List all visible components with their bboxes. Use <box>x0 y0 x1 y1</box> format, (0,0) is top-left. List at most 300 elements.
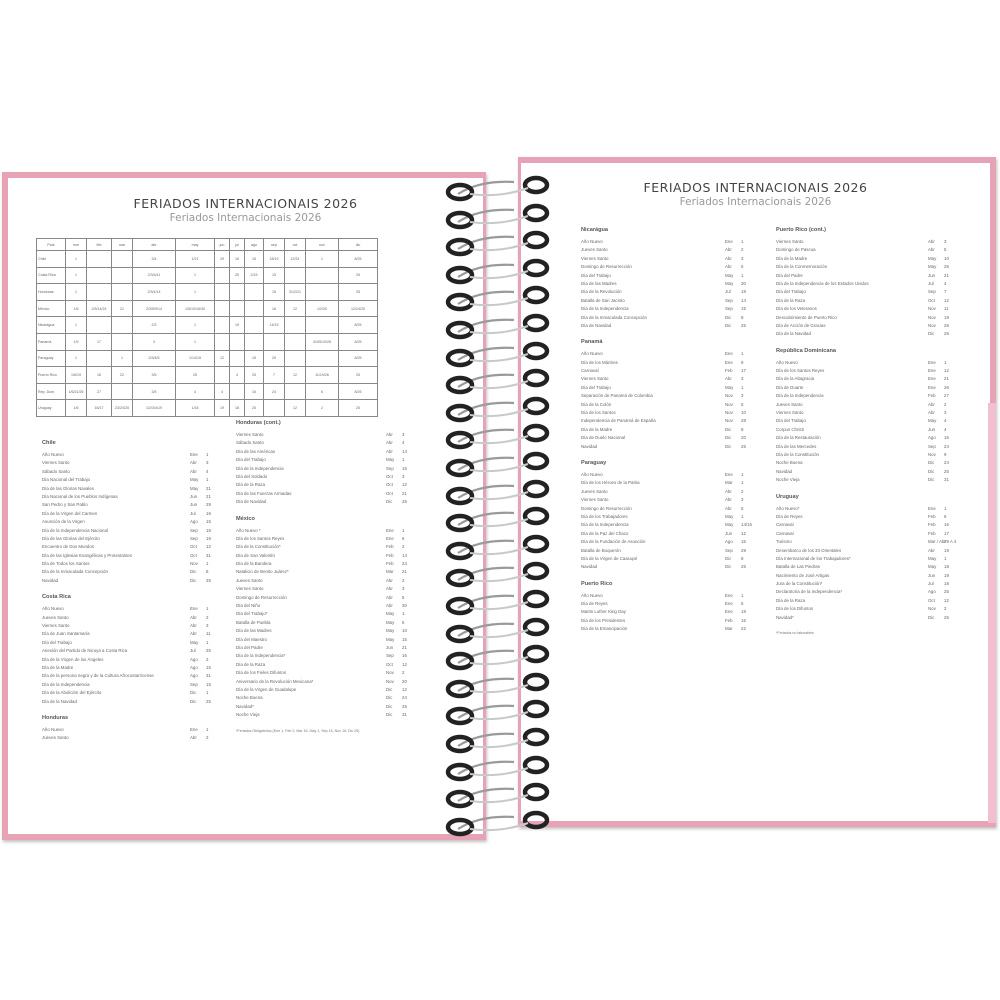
holiday-day: 19 <box>741 609 746 615</box>
holiday-row <box>776 322 958 330</box>
holiday-day: 1 <box>741 513 744 519</box>
table-cell <box>306 350 339 367</box>
holiday-month: May <box>725 522 734 528</box>
table-cell <box>285 317 306 334</box>
table-cell <box>264 400 285 417</box>
holiday-day: 31 <box>206 673 211 679</box>
holiday-name: Nacimiento de José Artigas <box>776 572 830 578</box>
table-cell: 4 <box>230 367 245 384</box>
spiral-ring-icon <box>440 643 560 671</box>
holiday-name: Sábado Santo <box>236 440 264 446</box>
holiday-day: 1 <box>741 239 744 244</box>
holiday-month: Sep <box>190 535 198 541</box>
holiday-row <box>581 471 755 479</box>
table-cell: 11/19/26 <box>306 367 339 384</box>
table-cell <box>245 300 264 317</box>
holiday-name: Navidad <box>581 443 598 449</box>
holiday-month: Mar <box>386 569 394 575</box>
table-cell <box>87 251 112 268</box>
holiday-name: Día de la Madre <box>581 426 613 432</box>
table-cell <box>215 284 230 301</box>
table-cell <box>112 317 133 334</box>
holiday-name: Noche Buena <box>236 695 263 701</box>
holiday-day: 22 <box>741 626 746 632</box>
holiday-row <box>581 443 755 451</box>
holiday-name: Día de Acción de Gracias <box>776 322 826 328</box>
holiday-name: Día de Juan Santamaría <box>42 631 90 637</box>
table-cell <box>245 333 264 350</box>
holiday-row <box>42 622 220 630</box>
holiday-row <box>776 263 958 271</box>
holiday-name: Día de la Fundación de Asunción <box>581 539 646 545</box>
page-edge-tab <box>988 403 996 823</box>
table-cell: 8/25 <box>339 251 378 268</box>
holiday-month: Sep <box>386 465 394 471</box>
table-row-country: Costa Rica <box>37 267 66 284</box>
holiday-name: Navidad <box>776 468 793 474</box>
table-cell: 2/15 <box>245 267 264 284</box>
holiday-day: 25 <box>402 703 407 709</box>
holiday-row <box>236 543 416 551</box>
holiday-day: 3 <box>206 460 209 466</box>
holiday-name: Día del Trabajo* <box>236 611 268 617</box>
holiday-day: 16 <box>741 617 746 623</box>
holiday-month: May <box>725 384 734 390</box>
holiday-day: 1 <box>944 555 947 561</box>
holiday-row <box>236 686 416 694</box>
table-cell: 2 <box>306 400 339 417</box>
holiday-row <box>776 505 958 513</box>
holiday-month: Dic <box>386 695 393 701</box>
holiday-day: 12 <box>944 297 949 303</box>
table-header-cell: mar <box>112 239 133 251</box>
holiday-row <box>581 401 755 409</box>
section-title: México <box>236 515 255 522</box>
table-cell: 16 <box>245 383 264 400</box>
holiday-month: Jun <box>928 572 936 578</box>
holiday-month: Dic <box>190 577 197 583</box>
table-header-cell: ago <box>245 239 264 251</box>
holiday-month: May <box>725 272 734 278</box>
holiday-name: Jueves Santo <box>42 735 69 741</box>
holiday-name: Día del Trabajo <box>776 289 806 295</box>
holiday-month: Abr <box>190 735 197 741</box>
table-row-country: México <box>37 300 66 317</box>
holiday-row <box>776 297 958 305</box>
holiday-name: Día de la Independencia <box>581 522 629 528</box>
holiday-row <box>42 476 220 484</box>
table-cell: 8/25 <box>339 383 378 400</box>
holiday-name: Jueves Santo <box>236 577 263 583</box>
holiday-name: Día de la Revolución <box>581 289 622 295</box>
holiday-name: Asunción de la Virgen <box>42 519 85 525</box>
holiday-month: Dic <box>725 555 732 561</box>
holiday-month: Abr <box>928 547 935 553</box>
holiday-month: Sep <box>725 297 733 303</box>
holiday-name: Navidad <box>42 577 59 583</box>
holiday-day: 31 <box>402 712 407 718</box>
holiday-month: Abr <box>725 505 732 511</box>
right-page-header <box>521 180 990 208</box>
right-column-2 <box>776 227 958 635</box>
spiral-ring-icon <box>440 284 560 312</box>
holiday-row <box>236 568 416 576</box>
holiday-month: Oct <box>928 297 935 303</box>
holiday-name: Día de los Héroes de la Patria <box>581 480 640 486</box>
holiday-month: Ene <box>928 384 936 390</box>
holiday-day: 15 <box>206 664 211 670</box>
spiral-ring-icon <box>440 560 560 588</box>
holiday-day: 25 <box>741 443 746 449</box>
holiday-month: May <box>725 513 734 519</box>
holiday-section <box>776 227 958 339</box>
table-row <box>37 300 378 317</box>
holiday-name: Encuentro de Dos Mundos <box>42 544 94 550</box>
holiday-name: Jueves Santo <box>581 247 608 253</box>
table-header-cell: dic <box>339 239 378 251</box>
table-header-cell: sep <box>264 239 285 251</box>
holiday-row <box>581 297 755 305</box>
table-cell: 16 <box>264 300 285 317</box>
holiday-day: 1 <box>206 477 209 483</box>
holiday-month: Ene <box>725 471 733 477</box>
table-row <box>37 333 378 350</box>
table-cell: 23/24/25 <box>112 400 133 417</box>
holiday-day: 2 <box>206 735 209 741</box>
holiday-name: Día de las Iglesias Evangélicas y Protestantes <box>42 552 133 558</box>
holiday-name: Día de la Abolición del Ejército <box>42 690 102 696</box>
holiday-day: 8 <box>741 314 744 320</box>
holiday-day: 25 <box>944 589 949 595</box>
holiday-day: 1 <box>741 351 744 357</box>
holiday-month: May <box>928 264 937 270</box>
holiday-month: Ene <box>190 452 198 457</box>
holiday-month: May <box>928 555 937 561</box>
holiday-month: Mar <box>725 626 733 632</box>
holiday-day: 27 <box>944 393 949 399</box>
holiday-name: Día de las Madres <box>236 628 272 634</box>
table-cell: 3/12/21 <box>285 284 306 301</box>
holiday-row <box>42 698 220 706</box>
holiday-month: Abr <box>386 594 393 600</box>
table-cell: 19 <box>230 317 245 334</box>
holiday-row <box>42 501 220 509</box>
holiday-row <box>236 627 416 635</box>
holiday-month: Sep <box>190 527 198 533</box>
holiday-month: Ene <box>725 601 733 607</box>
holiday-row <box>581 367 755 375</box>
holiday-name: Anexión del Partido de Nicoya a Costa Rica <box>42 648 128 654</box>
holiday-month: Abr <box>190 468 197 474</box>
holiday-row <box>42 689 220 697</box>
holiday-month: Ene <box>725 359 733 365</box>
holiday-row <box>581 592 755 600</box>
holiday-row <box>236 678 416 686</box>
holiday-day: 4 <box>944 418 947 424</box>
table-cell: 1/18 <box>176 400 215 417</box>
holiday-name: Día de la Independencia* <box>236 653 286 659</box>
holiday-name: Carnaval <box>581 368 599 374</box>
table-cell: 1 <box>176 284 215 301</box>
holiday-name: Día de la Paz del Chaco <box>581 530 629 536</box>
holiday-row <box>236 619 416 627</box>
holiday-day: 5 <box>741 505 744 511</box>
holiday-day: 28 <box>741 418 746 424</box>
table-cell: 24 <box>264 383 285 400</box>
holiday-month: Feb <box>386 544 394 550</box>
section-title: Honduras (cont.) <box>236 420 281 426</box>
holiday-row <box>581 305 755 313</box>
holiday-row <box>236 636 416 644</box>
holiday-row <box>236 560 416 568</box>
holiday-row <box>236 694 416 702</box>
holiday-month: Abr <box>725 247 732 253</box>
spiral-ring-icon <box>440 395 560 423</box>
holiday-name: Día de la Restauración <box>776 435 821 441</box>
holiday-row <box>776 547 958 555</box>
holiday-row <box>581 488 755 496</box>
table-cell <box>87 267 112 284</box>
holiday-row <box>42 459 220 467</box>
holiday-name: Año Nuevo <box>42 452 64 457</box>
holiday-day: 12 <box>741 530 746 536</box>
holiday-row <box>776 580 958 588</box>
table-cell: 6 <box>306 383 339 400</box>
holiday-month: Oct <box>386 473 393 479</box>
holiday-row <box>581 384 755 392</box>
holiday-day: 1 <box>741 384 744 390</box>
holiday-row <box>236 498 416 506</box>
holiday-day: 1 <box>402 611 405 617</box>
holiday-name: Día de Duelo Nacional <box>581 435 625 441</box>
holiday-month: Nov <box>928 451 936 457</box>
table-cell <box>112 284 133 301</box>
holiday-name: Día de San Valentín <box>236 552 275 558</box>
holiday-name: Día de la Emancipación <box>581 626 628 632</box>
holiday-section <box>236 420 416 507</box>
holiday-row <box>776 401 958 409</box>
holiday-row <box>236 711 416 719</box>
holiday-day: 1 <box>741 592 744 598</box>
holiday-day: 5 <box>741 264 744 270</box>
holiday-name: Navidad* <box>236 703 254 709</box>
table-cell <box>285 350 306 367</box>
holiday-month: Nov <box>190 561 198 567</box>
table-cell: 25 <box>176 367 215 384</box>
table-row <box>37 400 378 417</box>
table-cell: 25 <box>339 400 378 417</box>
holiday-row <box>776 597 958 605</box>
holiday-day: 2 <box>402 670 405 676</box>
holiday-day: 12 <box>402 482 407 488</box>
holiday-name: Domingo de Pascua <box>776 247 816 253</box>
holiday-row <box>776 272 958 280</box>
holiday-name: Jueves Santo <box>42 614 69 620</box>
holiday-name: Desembarco de los 33 Orientales <box>776 547 842 553</box>
table-cell: 15 <box>264 267 285 284</box>
holiday-month: May <box>190 477 199 483</box>
table-cell <box>230 284 245 301</box>
spiral-ring-icon <box>440 478 560 506</box>
table-row-country: Panamá <box>37 333 66 350</box>
holiday-row <box>776 605 958 613</box>
holiday-name: Jueves Santo <box>776 401 803 407</box>
holiday-name: Batalla de Boquerón <box>581 547 621 553</box>
holiday-row <box>236 610 416 618</box>
holiday-day: 1 <box>944 505 947 511</box>
table-row-country: Chile <box>37 251 66 268</box>
holiday-row <box>236 439 416 447</box>
holiday-calendar-table <box>36 238 378 417</box>
holiday-month: Abr <box>928 239 935 244</box>
holiday-row <box>581 547 755 555</box>
table-cell <box>112 333 133 350</box>
holiday-month: Dic <box>386 712 393 718</box>
table-cell: 8/25 <box>339 350 378 367</box>
table-row <box>37 267 378 284</box>
holiday-month: Ene <box>190 606 198 612</box>
holiday-month: Abr <box>928 247 935 253</box>
holiday-month: Nov <box>725 401 733 407</box>
table-cell <box>306 317 339 334</box>
holiday-name: Día de las Mercedes <box>776 443 817 449</box>
holiday-name: Día del Padre <box>236 644 263 650</box>
holiday-name: Día de la Independencia Nacional <box>42 527 108 533</box>
table-cell <box>87 350 112 367</box>
holiday-name: Día de las Glorias Navales <box>42 485 94 491</box>
holiday-day: 20 <box>741 435 746 441</box>
holiday-month: Nov <box>725 393 733 399</box>
holiday-day: 8 <box>206 569 209 575</box>
footnote: *Feriados Obligatórios (Ene 1, Feb 2, Mar 16, May 1, Sep 16, Nov 16, Dic 25) <box>236 728 360 733</box>
holiday-section <box>42 440 220 585</box>
holiday-day: 1 <box>206 452 209 457</box>
holiday-month: Dic <box>725 435 732 441</box>
holiday-month: Abr <box>725 488 732 494</box>
holiday-month: Jul <box>928 581 934 587</box>
holiday-row <box>581 238 755 246</box>
page-subtitle: Feriados Internacionais 2026 <box>169 212 322 224</box>
spiral-ring-icon <box>440 533 560 561</box>
holiday-name: Independencia de Panamá de España <box>581 418 656 424</box>
holiday-row <box>776 563 958 571</box>
table-cell <box>112 267 133 284</box>
holiday-row <box>581 417 755 425</box>
holiday-day: 21 <box>402 490 407 496</box>
holiday-row <box>42 493 220 501</box>
holiday-name: Día de la Raza <box>236 661 266 667</box>
table-row-country: Puerto Rico <box>37 367 66 384</box>
holiday-day: 1 <box>402 457 405 463</box>
holiday-row <box>581 288 755 296</box>
holiday-day: 19 <box>206 535 211 541</box>
holiday-month: Dic <box>928 460 935 466</box>
holiday-day: 18 <box>944 564 949 570</box>
holiday-name: Día Internacional de los Trabajadores* <box>776 555 851 561</box>
holiday-section <box>581 339 755 451</box>
holiday-month: Ene <box>190 726 198 732</box>
table-cell: 25 <box>339 284 378 301</box>
holiday-month: Dic <box>928 614 935 620</box>
holiday-section <box>776 494 958 622</box>
holiday-month: Jun <box>190 493 198 499</box>
holiday-section <box>42 594 220 706</box>
holiday-row <box>776 280 958 288</box>
holiday-name: Noche Buena <box>776 460 803 466</box>
holiday-day: 21 <box>944 376 949 382</box>
holiday-day: 18 <box>206 527 211 533</box>
holiday-row <box>236 703 416 711</box>
table-cell: 16 <box>87 367 112 384</box>
holiday-name: Día de la Independencia <box>236 465 284 471</box>
holiday-row <box>581 563 755 571</box>
holiday-name: Viernes Santo <box>42 460 70 466</box>
holiday-day: 2 <box>741 488 744 494</box>
holiday-month: Feb <box>386 561 394 567</box>
holiday-name: Día de la persona negra y de la Cultura Afrocostarricense <box>42 673 154 679</box>
holiday-section <box>42 715 220 743</box>
holiday-day: 4 <box>944 426 947 432</box>
holiday-row <box>42 647 220 655</box>
holiday-row <box>776 513 958 521</box>
holiday-day: 5 <box>402 594 405 600</box>
holiday-row <box>581 530 755 538</box>
table-cell <box>87 284 112 301</box>
holiday-day: 8 <box>741 555 744 561</box>
holiday-day: 31 <box>206 552 211 558</box>
holiday-day: 21 <box>402 569 407 575</box>
table-header-cell: jun <box>215 239 230 251</box>
holiday-name: Día de la Raza <box>236 482 266 488</box>
table-cell: 14/15 <box>264 317 285 334</box>
holiday-row <box>42 552 220 560</box>
holiday-month: Abr <box>190 614 197 620</box>
holiday-name: Viernes Santo <box>581 376 609 382</box>
holiday-name: Día de la Raza <box>776 297 806 303</box>
table-cell: 1/21 <box>176 251 215 268</box>
table-row-country: Nicarágua <box>37 317 66 334</box>
holiday-row <box>42 630 220 638</box>
holiday-month: Sep <box>928 443 936 449</box>
holiday-row <box>581 359 755 367</box>
holiday-month: Dic <box>928 477 935 483</box>
holiday-day: 17 <box>944 530 949 536</box>
holiday-name: Día de la Virgen del Carmen <box>42 510 98 516</box>
holiday-day: 1 <box>402 527 405 533</box>
holiday-row <box>776 521 958 529</box>
holiday-row <box>581 505 755 513</box>
holiday-day: 9 <box>944 451 947 457</box>
holiday-name: Año Nuevo <box>42 606 64 612</box>
holiday-name: Sábado Santo <box>42 468 70 474</box>
holiday-row <box>42 656 220 664</box>
holiday-month: Nov <box>386 678 394 684</box>
table-cell: 22 <box>112 367 133 384</box>
holiday-day: 15 <box>741 539 746 545</box>
holiday-row <box>776 426 958 434</box>
holiday-name: San Pedro y San Pablo <box>42 502 88 508</box>
holiday-day: 25 <box>741 564 746 570</box>
holiday-name: Día de la Virgen de los Ángeles <box>42 656 104 662</box>
holiday-row <box>42 468 220 476</box>
holiday-row <box>776 451 958 459</box>
holiday-month: Sep <box>725 306 733 312</box>
holiday-name: Viernes Santo <box>581 255 609 261</box>
table-cell: 17 <box>87 333 112 350</box>
holiday-day: 2 <box>402 577 405 583</box>
holiday-day: 12 <box>402 686 407 692</box>
holiday-name: Noche Vieja <box>776 477 800 483</box>
